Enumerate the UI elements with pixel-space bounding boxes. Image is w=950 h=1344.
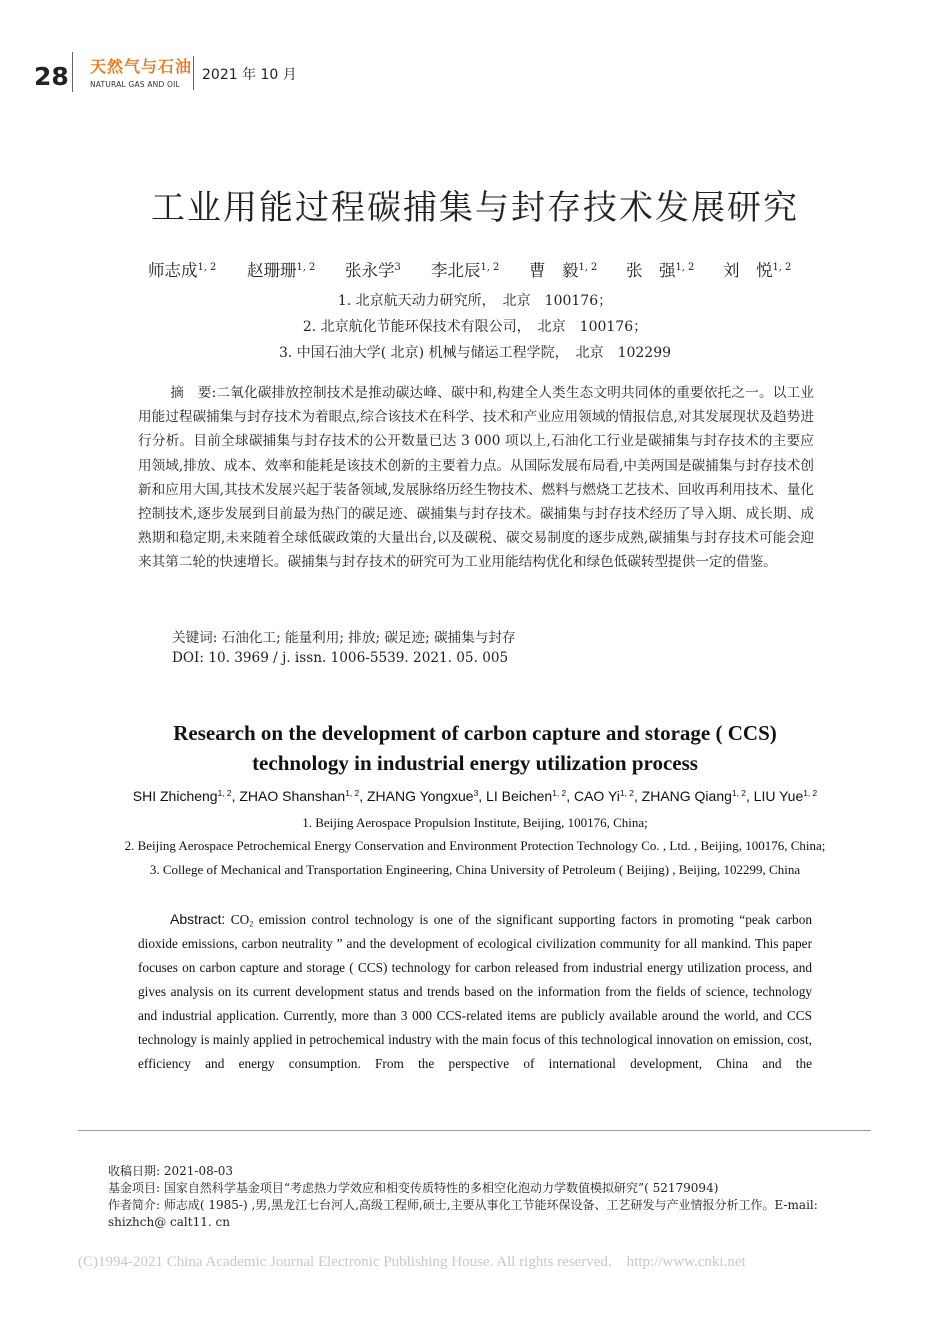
- author-en: LIU Yue$^{1, 2}$: [753, 787, 818, 804]
- header-divider: [72, 52, 73, 92]
- abstract-en: [138, 907, 812, 1076]
- footnote-divider: [78, 1130, 871, 1131]
- author-cn: 曹 毅$^{1, 2}$: [529, 261, 598, 280]
- author-cn: 刘 悦$^{1, 2}$: [723, 261, 792, 280]
- paper-title-en-line2: technology in industrial energy utilization process: [252, 751, 698, 775]
- abstract-cn-text: 二氧化碳排放控制技术是推动碳达峰、碳中和,构建全人类生态文明共同体的重要依托之一。以工业用能过程碳捕集与封存技术为着眼点,综合该技术在科学、技术和产业应用领域的情报信息,对其发展现状及趋势进行分析。目前全球碳捕集与封存技术的公开数量已达 3 000 项以上,石油化工行业是碳捕集与封存技术的主要应用领域,排放、成本、效率和能耗是该技术创新的主要着力点。从国际发展布局看,中美两国是碳捕集与封存技术创新和应用大国,其技术发展兴起于装备领域,发展脉络历经生物技术、燃料与燃烧工艺技术、回收再利用技术、量化控制技术,逐步发展到目前最为热门的碳足迹、碳捕集与封存技术。碳捕集与封存技术经历了导入期、成长期、成熟期和稳定期,未来随着全球低碳政策的大量出台,以及碳税、碳交易制度的逐步成熟,碳捕集与封存技术可能会迎来其第二轮的快速增长。碳捕集与封存技术的研究可为工业用能结构优化和绿色低碳转型提供一定的借鉴。: [138, 385, 814, 571]
- author-cn: 赵珊珊$^{1, 2}$: [247, 261, 316, 280]
- author-bio: 作者简介: 师志成( 1985-) ,男,黑龙江七台河人,高级工程师,硕士,主要从事化工节能环保设备、工艺研发与产业情报分析工作。E-mail: shizhch@ calt11. cn: [108, 1198, 818, 1229]
- keywords-cn-text: 石油化工; 能量利用; 排放; 碳足迹; 碳捕集与封存: [221, 630, 516, 646]
- fund-info: 基金项目: 国家自然科学基金项目“考虑热力学效应和相变传质特性的多相空化泡动力学数值模拟研究”( 52179094): [108, 1181, 719, 1195]
- page-number: 28: [34, 62, 69, 91]
- journal-logo-en: NATURAL GAS AND OIL: [90, 80, 180, 89]
- affiliation-cn: 2. 北京航化节能环保技术有限公司， 北京 100176；: [302, 319, 648, 335]
- paper-title-cn: 工业用能过程碳捕集与封存技术发展研究: [151, 188, 799, 228]
- received-date: 收稿日期: 2021-08-03: [108, 1164, 234, 1178]
- abstract-en-text: emission control technology is one of the significant supporting factors in promoting “peak carbon dioxide emissions, carbon neutrality ” and the development of ecological civilization community for all mankind. This paper focuses on carbon capture and storage ( CCS) technology for carbon released from industrial energy utilization process, and gives analysis on its current development status and trends based on the information from the fields of science, technology and industrial application. Currently, more than 3 000 CCS-related items are publicly available around the world, and CCS technology is mainly applied in petrochemical industry with the main focus of this technological innovation on emission, cost, efficiency and energy consumption. From the perspective of international development, China and the: [138, 912, 812, 1071]
- affiliation-cn: 1. 北京航天动力研究所， 北京 100176；: [337, 293, 613, 309]
- affiliation-en: 2. Beijing Aerospace Petrochemical Energy Conservation and Environment Protection Technology Co. , Ltd. , Beijing, 100176, China;: [124, 838, 826, 853]
- author-cn: 师志成$^{1, 2}$: [148, 261, 217, 280]
- doi: DOI: 10. 3969 / j. issn. 1006-5539. 2021. 05. 005: [172, 650, 509, 666]
- author-en: CAO Yi$^{1, 2}$,: [573, 787, 638, 804]
- author-en: LI Beichen$^{1, 2}$,: [486, 787, 571, 804]
- author-en: ZHAO Shanshan$^{1, 2}$,: [239, 787, 364, 804]
- affiliation-en: 1. Beijing Aerospace Propulsion Institute, Beijing, 100176, China;: [302, 815, 648, 830]
- author-en: ZHANG Qiang$^{1, 2}$,: [641, 787, 750, 804]
- abstract-cn-label: 摘 要:: [170, 385, 217, 401]
- footnotes: [78, 1163, 878, 1231]
- keywords-cn-label: 关键词:: [172, 630, 218, 646]
- co2-formula: $CO_2$: [230, 912, 254, 929]
- header-divider-2: [193, 56, 194, 90]
- keywords-cn: [172, 626, 516, 646]
- abstract-en-label: Abstract:: [170, 911, 226, 927]
- issue-date: 2021 年 10 月: [202, 67, 297, 83]
- author-en: SHI Zhicheng$^{1, 2}$,: [132, 787, 236, 804]
- abstract-cn: [138, 381, 814, 575]
- affiliation-cn: 3. 中国石油大学( 北京) 机械与储运工程学院， 北京 102299: [278, 345, 672, 361]
- copyright-watermark: (C)1994-2021 China Academic Journal Electronic Publishing House. All rights reserved. http://www.cnki.net: [78, 1254, 746, 1270]
- author-cn: 李北辰$^{1, 2}$: [431, 261, 500, 280]
- author-list-en: [0, 788, 950, 804]
- author-en: ZHANG Yongxue$^3$,: [366, 787, 483, 804]
- author-cn: 张永学$^3$: [345, 261, 401, 280]
- author-cn: 张 强$^{1, 2}$: [626, 261, 695, 280]
- affiliation-en: 3. College of Mechanical and Transportation Engineering, China University of Petroleum ( Beijing) , Beijing, 102299, China: [149, 862, 801, 877]
- paper-title-en-line1: Research on the development of carbon capture and storage ( CCS): [173, 721, 777, 745]
- journal-logo-cn: 天然气与石油: [90, 57, 193, 76]
